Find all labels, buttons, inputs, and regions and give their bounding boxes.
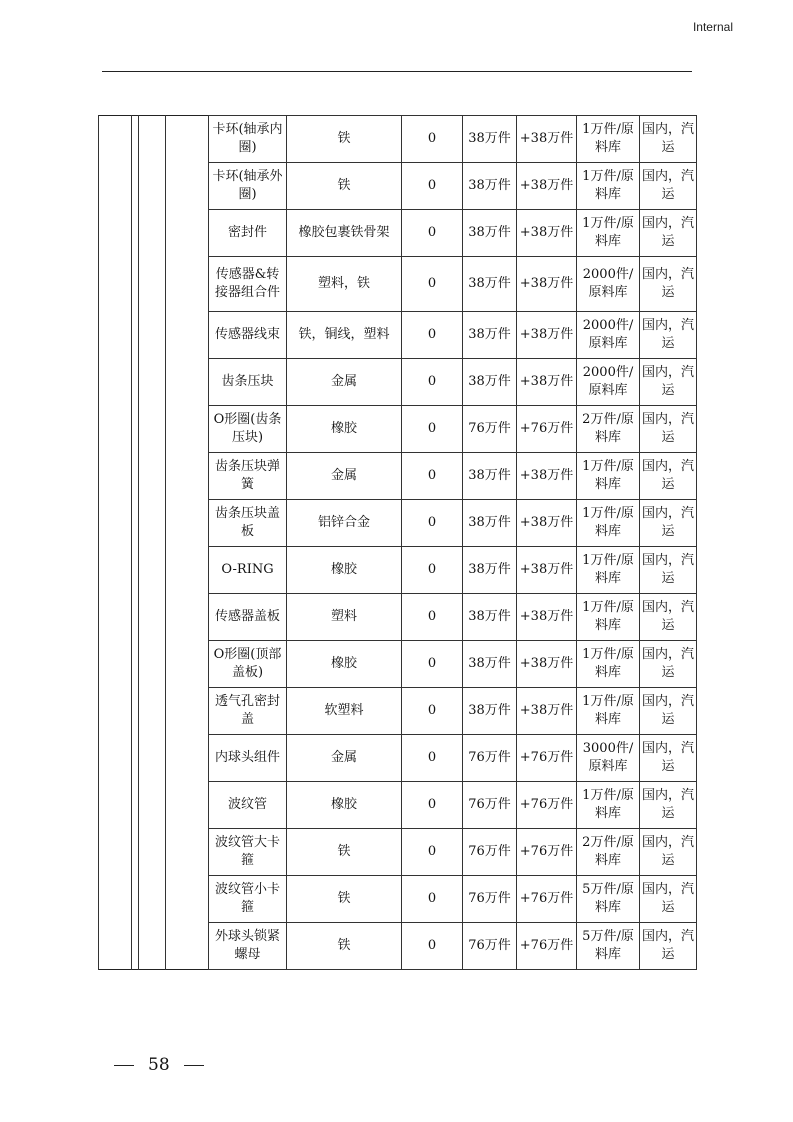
change-cell: +76万件 [517, 829, 577, 876]
change-cell: +76万件 [517, 876, 577, 923]
blank-cell [99, 782, 132, 829]
storage-cell: 1万件/原料库 [577, 688, 640, 735]
blank-cell [139, 735, 166, 782]
storage-cell: 2万件/原料库 [577, 829, 640, 876]
storage-cell: 1万件/原料库 [577, 782, 640, 829]
blank-cell [99, 312, 132, 359]
part-name-cell: 波纹管大卡箍 [209, 829, 287, 876]
blank-cell [166, 453, 209, 500]
change-cell: +38万件 [517, 116, 577, 163]
materials-table [98, 115, 697, 970]
transport-cell: 国内，汽运 [640, 876, 697, 923]
storage-cell: 1万件/原料库 [577, 641, 640, 688]
storage-cell: 1万件/原料库 [577, 547, 640, 594]
transport-cell: 国内，汽运 [640, 688, 697, 735]
quantity-cell: 76万件 [463, 923, 517, 970]
blank-cell [166, 116, 209, 163]
change-cell: +38万件 [517, 688, 577, 735]
blank-cell [99, 641, 132, 688]
material-cell: 橡胶 [287, 547, 402, 594]
value-cell: 0 [402, 876, 463, 923]
blank-cell [132, 116, 139, 163]
part-name-cell: 传感器线束 [209, 312, 287, 359]
blank-cell [139, 163, 166, 210]
blank-cell [132, 257, 139, 312]
table-row [99, 116, 697, 163]
transport-cell: 国内，汽运 [640, 735, 697, 782]
blank-cell [132, 829, 139, 876]
blank-cell [132, 312, 139, 359]
value-cell: 0 [402, 782, 463, 829]
quantity-cell: 38万件 [463, 500, 517, 547]
blank-cell [99, 688, 132, 735]
blank-cell [166, 923, 209, 970]
blank-cell [132, 359, 139, 406]
material-cell: 橡胶包裹铁骨架 [287, 210, 402, 257]
part-name-cell: O形圈(齿条压块) [209, 406, 287, 453]
quantity-cell: 38万件 [463, 359, 517, 406]
storage-cell: 2000件/原料库 [577, 257, 640, 312]
blank-cell [132, 500, 139, 547]
storage-cell: 1万件/原料库 [577, 594, 640, 641]
part-name-cell: 齿条压块盖板 [209, 500, 287, 547]
table-row [99, 359, 697, 406]
part-name-cell: 传感器盖板 [209, 594, 287, 641]
material-cell: 塑料，铁 [287, 257, 402, 312]
table-row [99, 547, 697, 594]
table-row [99, 735, 697, 782]
storage-cell: 1万件/原料库 [577, 453, 640, 500]
table-row [99, 876, 697, 923]
table-body [99, 116, 697, 970]
change-cell: +76万件 [517, 923, 577, 970]
blank-cell [166, 406, 209, 453]
blank-cell [132, 923, 139, 970]
blank-cell [139, 257, 166, 312]
table-row [99, 453, 697, 500]
table-row [99, 312, 697, 359]
material-cell: 软塑料 [287, 688, 402, 735]
blank-cell [139, 923, 166, 970]
storage-cell: 3000件/原料库 [577, 735, 640, 782]
value-cell: 0 [402, 594, 463, 641]
transport-cell: 国内，汽运 [640, 923, 697, 970]
blank-cell [132, 782, 139, 829]
value-cell: 0 [402, 923, 463, 970]
blank-cell [166, 500, 209, 547]
blank-cell [99, 876, 132, 923]
part-name-cell: 卡环(轴承内圈) [209, 116, 287, 163]
transport-cell: 国内，汽运 [640, 163, 697, 210]
material-cell: 铁 [287, 876, 402, 923]
part-name-cell: O形圈(顶部盖板) [209, 641, 287, 688]
material-cell: 橡胶 [287, 406, 402, 453]
quantity-cell: 38万件 [463, 547, 517, 594]
value-cell: 0 [402, 257, 463, 312]
part-name-cell: 透气孔密封盖 [209, 688, 287, 735]
blank-cell [166, 688, 209, 735]
blank-cell [99, 829, 132, 876]
table-row [99, 641, 697, 688]
transport-cell: 国内，汽运 [640, 829, 697, 876]
value-cell: 0 [402, 163, 463, 210]
change-cell: +38万件 [517, 641, 577, 688]
part-name-cell: O-RING [209, 547, 287, 594]
material-cell: 橡胶 [287, 782, 402, 829]
material-cell: 金属 [287, 453, 402, 500]
part-name-cell: 外球头锁紧螺母 [209, 923, 287, 970]
storage-cell: 2万件/原料库 [577, 406, 640, 453]
part-name-cell: 波纹管小卡箍 [209, 876, 287, 923]
blank-cell [166, 782, 209, 829]
blank-cell [132, 735, 139, 782]
table-row [99, 163, 697, 210]
blank-cell [139, 594, 166, 641]
blank-cell [166, 312, 209, 359]
part-name-cell: 传感器&转接器组合件 [209, 257, 287, 312]
transport-cell: 国内，汽运 [640, 782, 697, 829]
value-cell: 0 [402, 406, 463, 453]
storage-cell: 2000件/原料库 [577, 359, 640, 406]
value-cell: 0 [402, 547, 463, 594]
storage-cell: 1万件/原料库 [577, 500, 640, 547]
blank-cell [132, 688, 139, 735]
table-row [99, 210, 697, 257]
blank-cell [166, 257, 209, 312]
table-row [99, 257, 697, 312]
blank-cell [99, 547, 132, 594]
blank-cell [139, 641, 166, 688]
part-name-cell: 齿条压块弹簧 [209, 453, 287, 500]
blank-cell [132, 876, 139, 923]
blank-cell [166, 829, 209, 876]
blank-cell [166, 210, 209, 257]
value-cell: 0 [402, 735, 463, 782]
blank-cell [139, 312, 166, 359]
change-cell: +38万件 [517, 210, 577, 257]
change-cell: +38万件 [517, 453, 577, 500]
material-cell: 金属 [287, 359, 402, 406]
change-cell: +38万件 [517, 257, 577, 312]
blank-cell [139, 876, 166, 923]
transport-cell: 国内，汽运 [640, 312, 697, 359]
blank-cell [99, 453, 132, 500]
page-number: 58 [148, 1055, 170, 1075]
transport-cell: 国内，汽运 [640, 641, 697, 688]
material-cell: 橡胶 [287, 641, 402, 688]
blank-cell [139, 688, 166, 735]
part-name-cell: 密封件 [209, 210, 287, 257]
blank-cell [139, 210, 166, 257]
quantity-cell: 38万件 [463, 453, 517, 500]
classification-label: Internal [692, 20, 733, 34]
storage-cell: 1万件/原料库 [577, 116, 640, 163]
blank-cell [99, 163, 132, 210]
blank-cell [99, 257, 132, 312]
quantity-cell: 38万件 [463, 688, 517, 735]
change-cell: +76万件 [517, 782, 577, 829]
blank-cell [166, 359, 209, 406]
quantity-cell: 38万件 [463, 594, 517, 641]
blank-cell [99, 594, 132, 641]
table-row [99, 829, 697, 876]
blank-cell [139, 116, 166, 163]
change-cell: +38万件 [517, 163, 577, 210]
blank-cell [132, 641, 139, 688]
change-cell: +38万件 [517, 359, 577, 406]
material-cell: 铝锌合金 [287, 500, 402, 547]
material-cell: 铁 [287, 163, 402, 210]
value-cell: 0 [402, 500, 463, 547]
part-name-cell: 卡环(轴承外圈) [209, 163, 287, 210]
blank-cell [166, 547, 209, 594]
page-footer [100, 1055, 218, 1075]
quantity-cell: 38万件 [463, 116, 517, 163]
blank-cell [132, 406, 139, 453]
blank-cell [139, 547, 166, 594]
blank-cell [139, 359, 166, 406]
quantity-cell: 38万件 [463, 163, 517, 210]
material-cell: 铁，铜线，塑料 [287, 312, 402, 359]
value-cell: 0 [402, 359, 463, 406]
change-cell: +38万件 [517, 547, 577, 594]
quantity-cell: 76万件 [463, 829, 517, 876]
blank-cell [139, 782, 166, 829]
blank-cell [166, 641, 209, 688]
blank-cell [139, 453, 166, 500]
change-cell: +38万件 [517, 312, 577, 359]
change-cell: +76万件 [517, 735, 577, 782]
transport-cell: 国内，汽运 [640, 359, 697, 406]
blank-cell [166, 163, 209, 210]
blank-cell [166, 876, 209, 923]
blank-cell [139, 406, 166, 453]
blank-cell [132, 594, 139, 641]
blank-cell [132, 453, 139, 500]
part-name-cell: 齿条压块 [209, 359, 287, 406]
table-row [99, 923, 697, 970]
storage-cell: 5万件/原料库 [577, 923, 640, 970]
quantity-cell: 38万件 [463, 210, 517, 257]
quantity-cell: 38万件 [463, 641, 517, 688]
transport-cell: 国内，汽运 [640, 594, 697, 641]
value-cell: 0 [402, 829, 463, 876]
material-cell: 铁 [287, 829, 402, 876]
blank-cell [99, 359, 132, 406]
storage-cell: 1万件/原料库 [577, 163, 640, 210]
table-row [99, 406, 697, 453]
quantity-cell: 38万件 [463, 312, 517, 359]
quantity-cell: 38万件 [463, 257, 517, 312]
table-row [99, 688, 697, 735]
blank-cell [166, 735, 209, 782]
blank-cell [132, 547, 139, 594]
header-rule [102, 71, 692, 72]
footer-dash-left [114, 1065, 134, 1066]
blank-cell [132, 163, 139, 210]
change-cell: +38万件 [517, 500, 577, 547]
change-cell: +38万件 [517, 594, 577, 641]
table-row [99, 782, 697, 829]
blank-cell [99, 923, 132, 970]
part-name-cell: 内球头组件 [209, 735, 287, 782]
quantity-cell: 76万件 [463, 406, 517, 453]
value-cell: 0 [402, 210, 463, 257]
transport-cell: 国内，汽运 [640, 210, 697, 257]
part-name-cell: 波纹管 [209, 782, 287, 829]
material-cell: 塑料 [287, 594, 402, 641]
material-cell: 铁 [287, 116, 402, 163]
change-cell: +76万件 [517, 406, 577, 453]
blank-cell [166, 594, 209, 641]
transport-cell: 国内，汽运 [640, 453, 697, 500]
transport-cell: 国内，汽运 [640, 257, 697, 312]
quantity-cell: 76万件 [463, 876, 517, 923]
blank-cell [99, 210, 132, 257]
blank-cell [99, 116, 132, 163]
transport-cell: 国内，汽运 [640, 547, 697, 594]
blank-cell [139, 500, 166, 547]
transport-cell: 国内，汽运 [640, 116, 697, 163]
value-cell: 0 [402, 312, 463, 359]
transport-cell: 国内，汽运 [640, 406, 697, 453]
value-cell: 0 [402, 641, 463, 688]
material-cell: 金属 [287, 735, 402, 782]
table-row [99, 500, 697, 547]
table-row [99, 594, 697, 641]
blank-cell [99, 735, 132, 782]
value-cell: 0 [402, 116, 463, 163]
quantity-cell: 76万件 [463, 735, 517, 782]
footer-dash-right [184, 1065, 204, 1066]
storage-cell: 1万件/原料库 [577, 210, 640, 257]
material-cell: 铁 [287, 923, 402, 970]
blank-cell [132, 210, 139, 257]
quantity-cell: 76万件 [463, 782, 517, 829]
value-cell: 0 [402, 688, 463, 735]
transport-cell: 国内，汽运 [640, 500, 697, 547]
blank-cell [139, 829, 166, 876]
blank-cell [99, 406, 132, 453]
blank-cell [99, 500, 132, 547]
storage-cell: 5万件/原料库 [577, 876, 640, 923]
value-cell: 0 [402, 453, 463, 500]
storage-cell: 2000件/原料库 [577, 312, 640, 359]
